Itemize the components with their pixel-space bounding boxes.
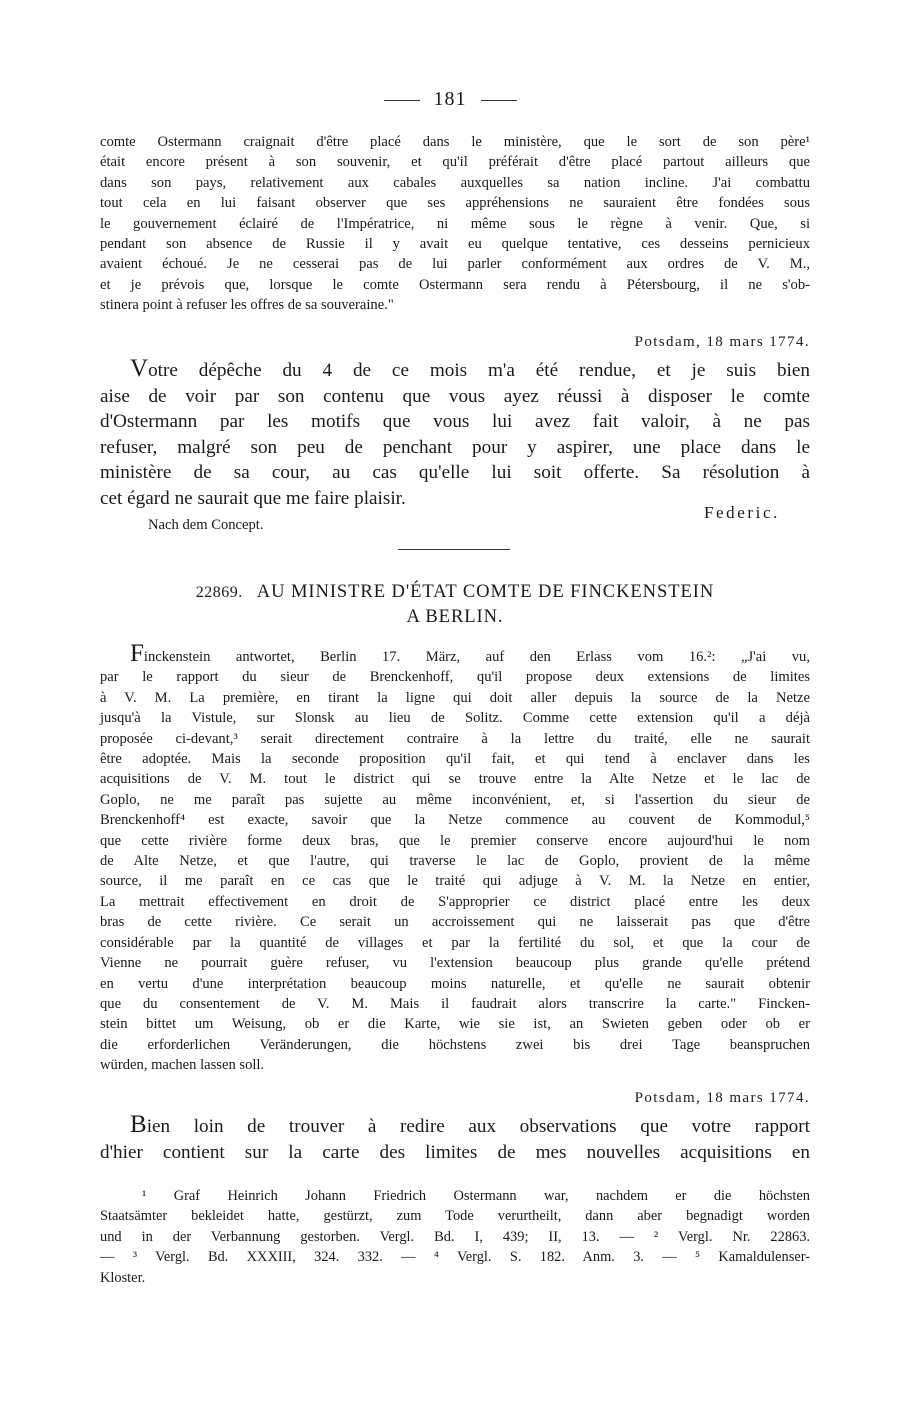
drop-letter: F bbox=[130, 640, 144, 667]
report-paragraph bbox=[100, 640, 810, 1076]
text-line: considérable par la quantité de villages et par la fertilité du sol, et que la cour de bbox=[100, 934, 810, 951]
text-line: en vertu d'une interprétation beaucoup moins naturelle, et qu'elle ne saurait obtenir bbox=[100, 975, 810, 992]
section-number: 22869. bbox=[195, 584, 243, 601]
section-title-line-2: A BERLIN. bbox=[406, 606, 504, 627]
text-line: Goplo, ne me paraît pas sujette au même inconvénient, et, si l'assertion du sieur de bbox=[100, 791, 810, 808]
footnote-line: ¹ Graf Heinrich Johann Friedrich Ostermann war, nachdem er die höchsten bbox=[142, 1188, 810, 1204]
text-line: le gouvernement éclairé de l'Impératrice, ni même sous le règne à venir. Que, si bbox=[100, 215, 810, 232]
text-line: et je prévois que, lorsque le comte Ostermann sera rendu à Pétersbourg, il ne s'ob- bbox=[100, 276, 810, 293]
text-line: bras de cette rivière. Ce serait un accroissement qui ne laisserait pas que d'être bbox=[100, 914, 810, 931]
text-line: par le rapport du sieur de Brenckenhoff, qu'il propose deux extensions de limites bbox=[100, 669, 810, 686]
text-line: würden, machen lassen soll. bbox=[100, 1057, 265, 1074]
text-line: pendant son absence de Russie il y avait eu quelque tentative, ces desseins pernicieux bbox=[100, 236, 810, 253]
text-line: tout cela en lui faisant observer que ses appréhensions ne sauraient être fondées sous bbox=[100, 195, 810, 212]
text-line: cet égard ne saurait que me faire plaisir. bbox=[100, 487, 406, 509]
text-line: stinera point à refuser les offres de sa souveraine." bbox=[100, 297, 394, 314]
text-line-content: otre dépêche du 4 de ce mois m'a été rendue, et je suis bien bbox=[148, 360, 810, 381]
drop-letter: V bbox=[130, 355, 149, 382]
continuation-paragraph bbox=[100, 132, 810, 316]
section-title-line-1 bbox=[100, 580, 810, 605]
footnote-line: Staatsämter bekleidet hatte, gestürzt, zum Tode verurtheilt, dann aber begnadigt worden bbox=[100, 1208, 810, 1225]
text-line: aise de voir par son contenu que vous ayez réussi à disposer le comte bbox=[100, 385, 810, 407]
dateline-2: Potsdam, 18 mars 1774. bbox=[634, 1090, 810, 1106]
text-line: comte Ostermann craignait d'être placé dans le ministère, que le sort de son père¹ bbox=[100, 134, 810, 150]
letter-2-body bbox=[100, 1112, 810, 1165]
dateline-1: Potsdam, 18 mars 1774. bbox=[634, 334, 810, 350]
signature: Federic. bbox=[703, 503, 780, 522]
text-line: stein bittet um Weisung, ob er die Karte, wie sie ist, an Swieten geben oder ob er bbox=[100, 1016, 810, 1033]
text-line: Brenckenhoff⁴ est exacte, savoir que la Netze commence au couvent de Kommodul,⁵ bbox=[100, 812, 810, 829]
footnote-line: Kloster. bbox=[100, 1269, 146, 1286]
text-line: source, il me paraît en ce cas que le traité qui adjuge à V. M. la Netze en entier, bbox=[100, 873, 810, 890]
text-line: avaient échoué. Je ne cesserai pas de lui parler conformément aux ordres de V. M., bbox=[100, 256, 810, 273]
text-line: ministère de sa cour, au cas qu'elle lui soit offerte. Sa résolution à bbox=[100, 462, 810, 484]
text-line: Vienne ne pourrait guère refuser, vu l'extension beaucoup plus grande qu'elle prétend bbox=[100, 955, 810, 972]
text-line: de Alte Netze, et que l'autre, qui traverse le lac de Goplo, provient de la même bbox=[100, 853, 810, 870]
text-line: proposée ci-devant,³ serait directement contraire à la lettre du traité, elle ne saurait bbox=[100, 730, 810, 747]
text-line bbox=[100, 640, 810, 667]
text-line: d'Ostermann par les motifs que vous lui avez fait valoir, à ne pas bbox=[100, 411, 810, 433]
header-dash-left bbox=[384, 100, 420, 101]
page-number: 181 bbox=[433, 88, 467, 110]
header-dash-right bbox=[481, 100, 517, 101]
page-header bbox=[0, 88, 900, 111]
text-line: refuser, malgré son peu de penchant pour y aspirer, une place dans le bbox=[100, 436, 810, 458]
text-line-content: ien loin de trouver à redire aux observations que votre rapport bbox=[146, 1116, 810, 1137]
text-line bbox=[100, 356, 810, 384]
source-note: Nach dem Concept. bbox=[148, 517, 264, 533]
text-line bbox=[100, 1112, 810, 1140]
text-line: dans son pays, relativement aux cabales auxquelles sa nation incline. J'ai combattu bbox=[100, 174, 810, 191]
text-line: être adoptée. Mais la seconde proposition qu'il fait, et qui tend à enclaver dans les bbox=[100, 751, 810, 768]
text-line: La mettrait effectivement en droit de S'approprier ce district placé entre les deux bbox=[100, 893, 810, 910]
section-divider bbox=[398, 549, 510, 550]
text-line: jusqu'à la Vistule, sur Slonsk au lieu de Solitz. Comme cette extension qu'il a déjà bbox=[100, 710, 810, 727]
footnotes bbox=[100, 1186, 810, 1288]
text-line: d'hier contient sur la carte des limites de mes nouvelles acquisitions en bbox=[100, 1141, 810, 1163]
letter-1-body bbox=[100, 356, 810, 512]
text-line: que cette rivière forme deux bras, que le premier conserve encore aujourd'hui le nom bbox=[100, 832, 810, 849]
footnote-line: — ³ Vergl. Bd. XXXIII, 324. 332. — ⁴ Vergl. S. 182. Anm. 3. — ⁵ Kamaldulenser- bbox=[100, 1249, 810, 1266]
section-title bbox=[100, 580, 810, 629]
text-line: acquisitions de V. M. tout le district qui se trouve entre la Alte Netze et le lac de bbox=[100, 771, 810, 788]
footnote-line: und in der Verbannung gestorben. Vergl. Bd. I, 439; II, 13. — ² Vergl. Nr. 22863. bbox=[100, 1228, 810, 1245]
text-line: die erforderlichen Veränderungen, die höchstens zwei bis drei Tage beanspruchen bbox=[100, 1036, 810, 1053]
text-line-content: inckenstein antwortet, Berlin 17. März, auf den Erlass vom 16.²: „J'ai vu, bbox=[143, 649, 810, 665]
section-title-text: AU MINISTRE D'ÉTAT COMTE DE FINCKENSTEIN bbox=[256, 581, 715, 602]
text-line: que du consentement de V. M. Mais il faudrait alors transcrire la carte." Fincken- bbox=[100, 995, 810, 1012]
text-line: à V. M. La première, en tirant la ligne qui doit aller depuis la source de la Netze bbox=[100, 689, 810, 706]
text-line: était encore présent à son souvenir, et qu'il préférait d'être placé partout ailleurs que bbox=[100, 154, 810, 171]
drop-letter: B bbox=[130, 1111, 147, 1138]
